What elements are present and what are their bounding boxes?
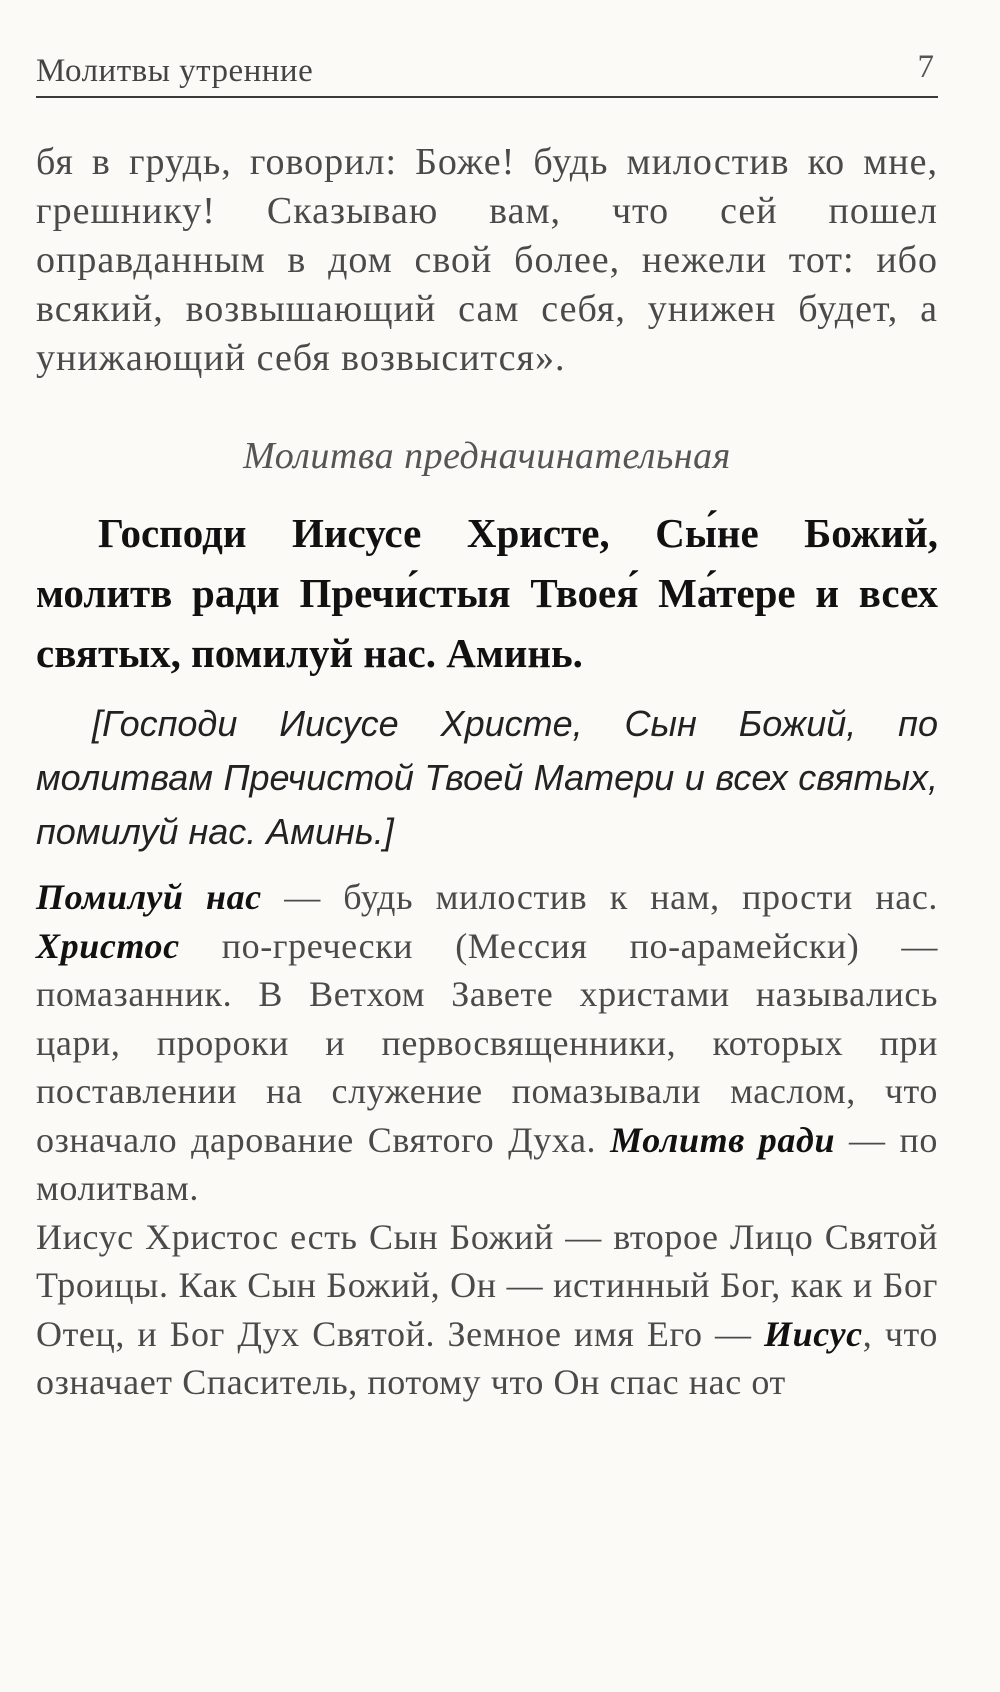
page-body <box>36 138 938 1407</box>
prayer-text: Господи Иисусе Христе, Сы́не Божий, молитв ради Пречи́стыя Твоея́ Ма́тере и всех святых, помилуй нас. Аминь. <box>36 510 938 676</box>
term-khristos: Христос <box>36 925 180 966</box>
term-iisus: Иисус <box>764 1313 863 1354</box>
prayer-heading: Молитва предначинательная <box>243 435 731 477</box>
prayer-translation: [Господи Иисусе Христе, Сын Божий, по молитвам Пречистой Твоей Матери и всех святых, помилуй нас. Аминь.] <box>36 703 938 852</box>
commentary-text: — по молитвам. <box>36 1119 939 1208</box>
running-title: Молитвы утренние <box>36 53 314 89</box>
commentary-paragraph-1 <box>36 873 938 1213</box>
term-pomiluy-nas: Помилуй нас <box>36 877 262 917</box>
commentary-paragraph-2 <box>36 1213 938 1407</box>
intro-paragraph: бя в грудь, говорил: Боже! будь милостив ко мне, грешнику! Сказываю вам, что сей пошел оправданным в дом свой более, нежели тот: ибо всякий, возвышающий сам себя, унижен будет, а унижающий себя возвысится». <box>36 141 938 379</box>
running-header <box>36 46 938 98</box>
commentary-text: Иисус Христос есть Сын Божий — второе Лицо Святой Троицы. Как Сын Божий, Он — истинный Бог, как и Бог Отец, и Бог Дух Святой. Земное имя Его — <box>36 1216 938 1354</box>
term-molitv-radi: Молитв ради <box>610 1119 836 1160</box>
commentary-text: — будь милостив к нам, прости нас. <box>261 877 938 917</box>
page-number: 7 <box>917 49 934 85</box>
commentary-text: по-гречески (Мессия по-арамейски) — помазанник. В Ветхом Завете христами назывались цари, пророки и первосвященники, которых при поставлении на служение помазывали маслом, что означало дарование Святого Духа. <box>36 925 938 1160</box>
commentary-text: , что означает Спаситель, потому что Он спас нас от <box>36 1313 938 1402</box>
